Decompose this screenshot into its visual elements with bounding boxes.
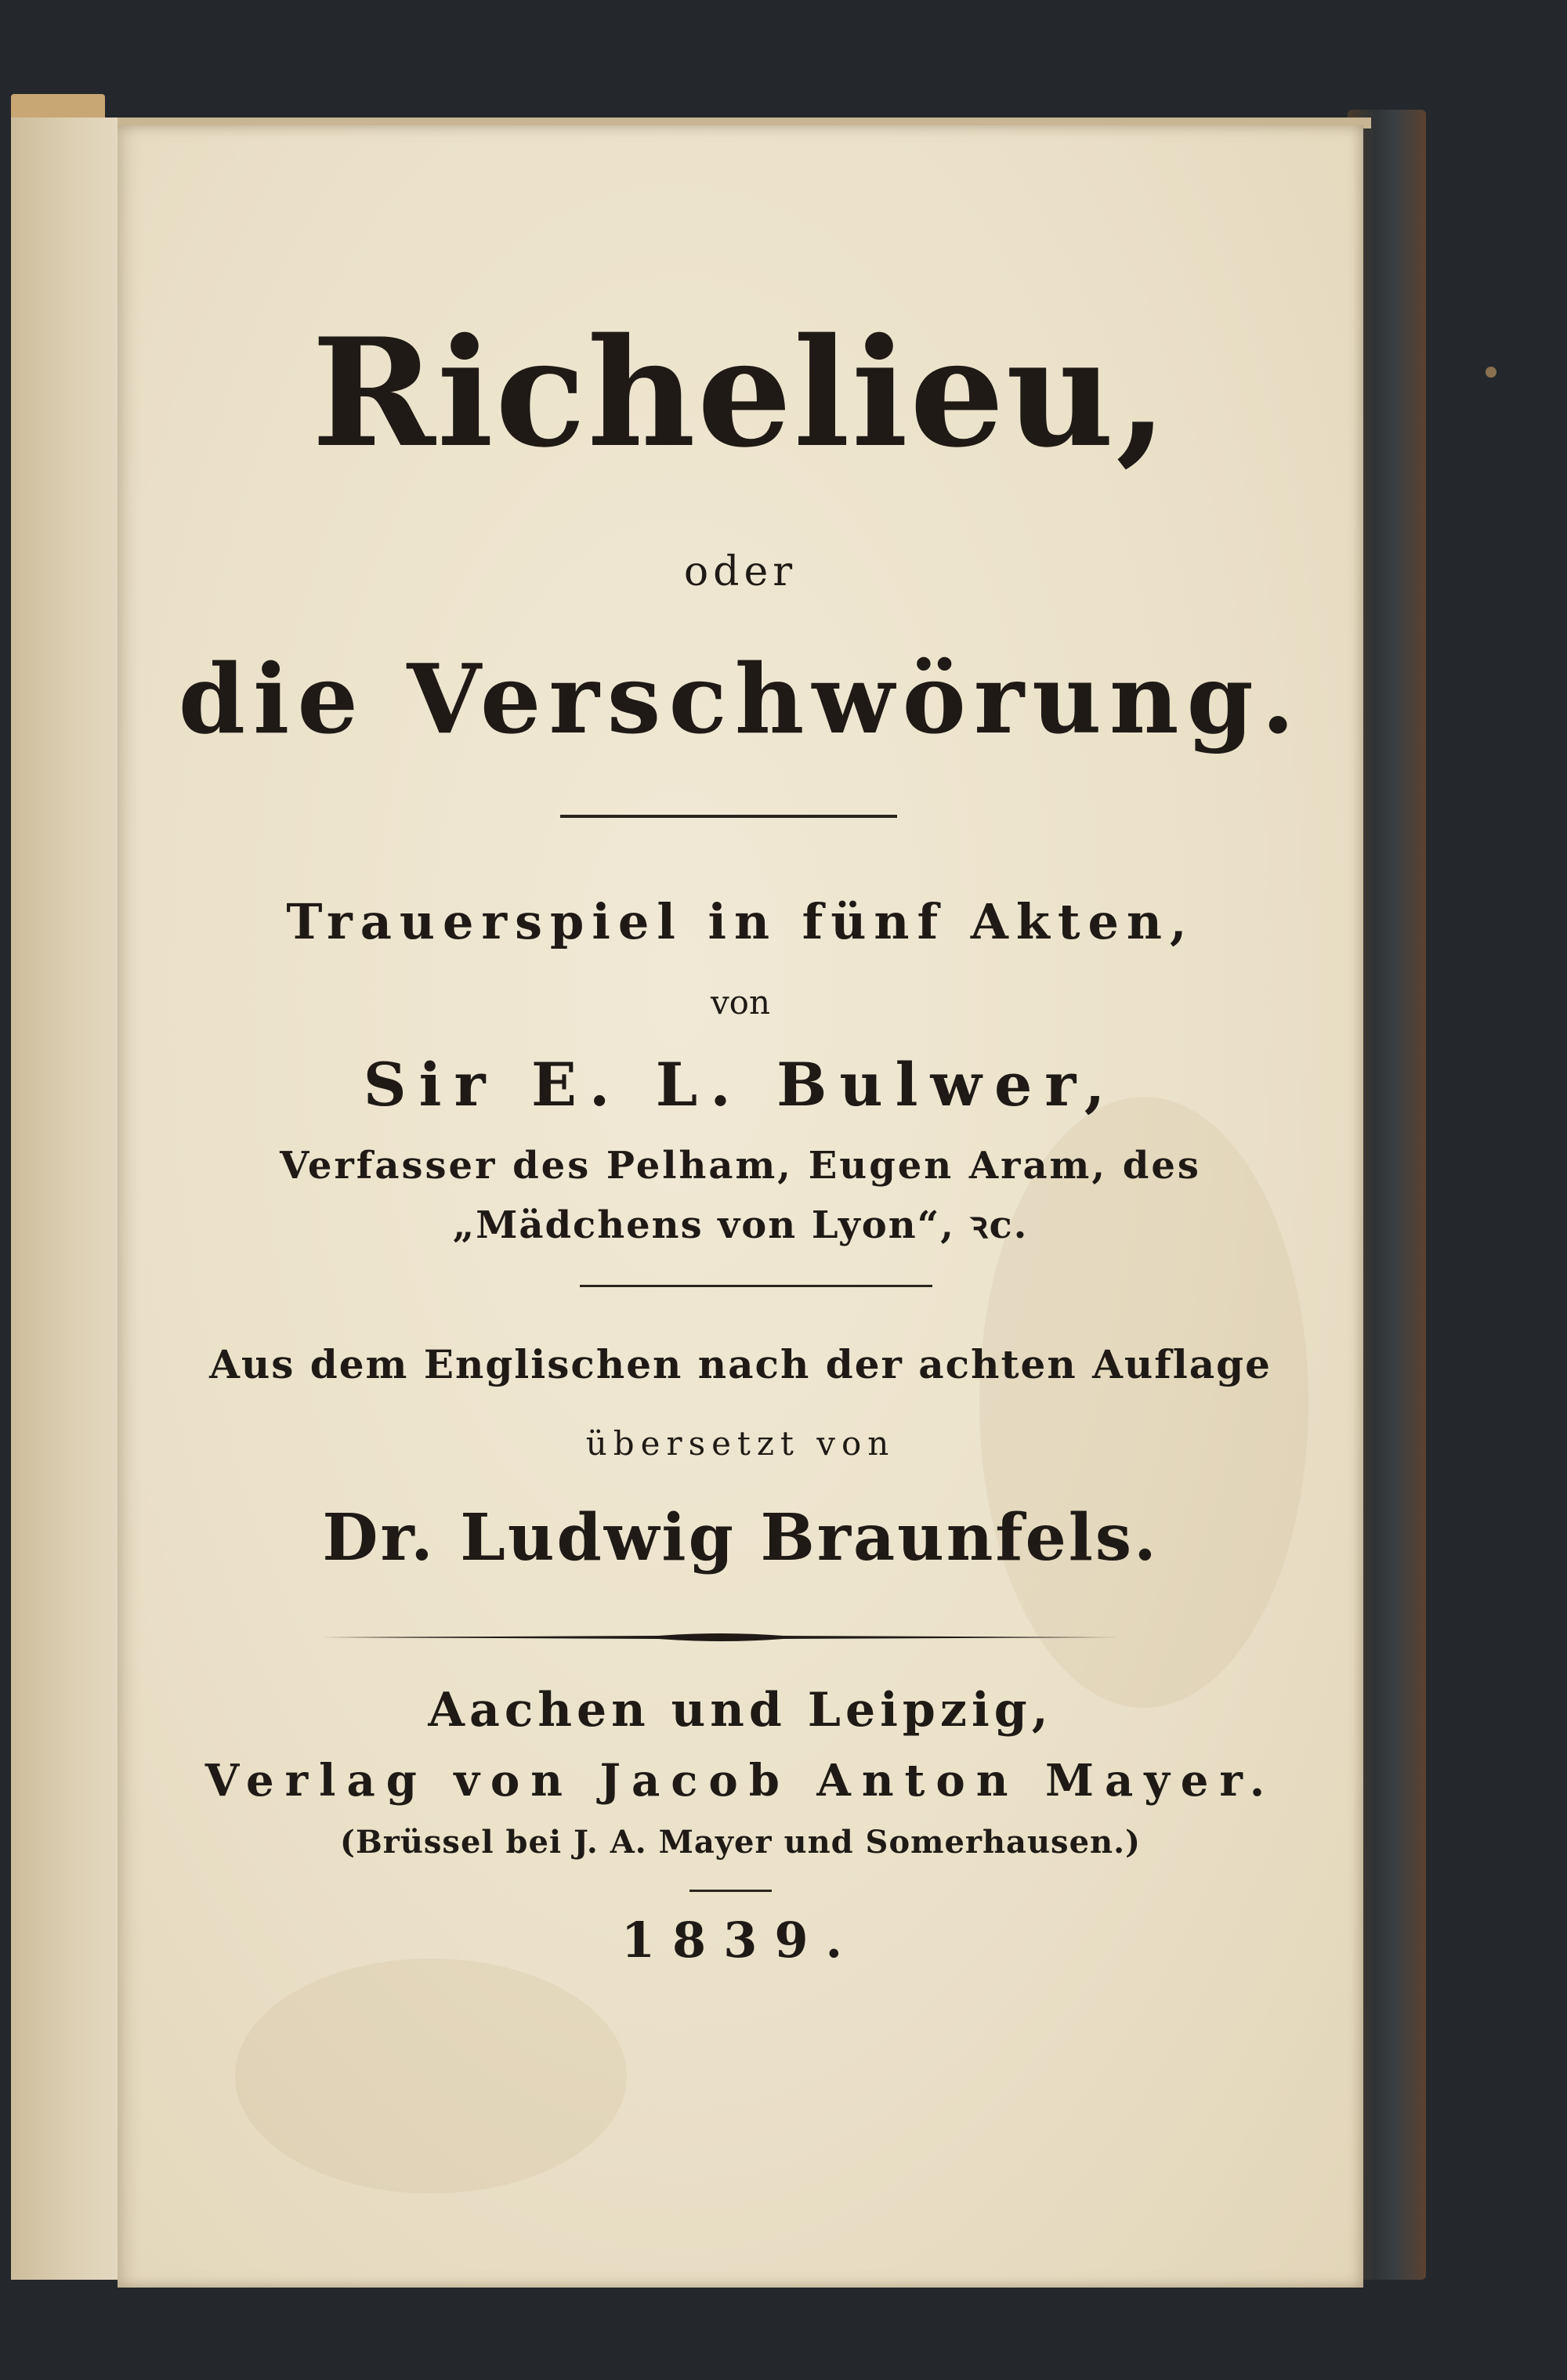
divider-rule bbox=[689, 1890, 772, 1892]
translated-by-label: übersetzt von bbox=[585, 1424, 896, 1463]
swell-rule bbox=[321, 1631, 1120, 1644]
title-conjunction: oder bbox=[683, 548, 798, 595]
publisher-line: Verlag von Jacob Anton Mayer. bbox=[204, 1755, 1276, 1807]
author-works-line-2: „Mädchens von Lyon“, ꝛc. bbox=[452, 1203, 1029, 1247]
divider-rule bbox=[560, 815, 897, 818]
by-label: von bbox=[710, 983, 771, 1022]
book-subtitle: die Verschwörung. bbox=[178, 642, 1303, 755]
translator-name: Dr. Ludwig Braunfels. bbox=[322, 1500, 1159, 1575]
branch-line: (Brüssel bei J. A. Mayer und Somerhausen.) bbox=[340, 1824, 1141, 1861]
scan-speck bbox=[1486, 367, 1496, 378]
book-title: Richelieu, bbox=[311, 306, 1170, 480]
divider-rule bbox=[580, 1285, 932, 1287]
genre-line: Trauerspiel in fünf Akten, bbox=[286, 893, 1195, 950]
paper-stain bbox=[235, 1959, 627, 2194]
paper-stain bbox=[979, 1097, 1308, 1708]
publication-place: Aachen und Leipzig, bbox=[428, 1683, 1053, 1738]
publication-year: 1839. bbox=[621, 1912, 860, 1969]
author-name: Sir E. L. Bulwer, bbox=[363, 1050, 1118, 1119]
author-works-line-1: Verfasser des Pelham, Eugen Aram, des bbox=[280, 1144, 1201, 1188]
left-page-edge bbox=[11, 118, 122, 2280]
translation-note: Aus dem Englischen nach der achten Auflage bbox=[209, 1341, 1272, 1387]
